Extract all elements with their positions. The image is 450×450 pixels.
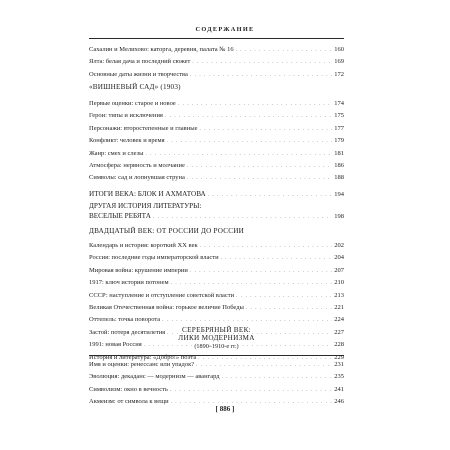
page-title: СОДЕРЖАНИЕ	[195, 26, 255, 33]
section-heading: ДВАДЦАТЫЙ ВЕК: ОТ РОССИИ ДО РОССИИ	[89, 227, 245, 235]
toc-entry-page: 231	[334, 361, 344, 368]
toc-entry	[89, 240, 344, 252]
toc-entry-title: Атмосфера: нервность и молчание	[89, 161, 185, 169]
toc-entry-page: 207	[334, 266, 344, 274]
toc-entry	[89, 123, 344, 135]
toc-entry-page: 224	[334, 316, 344, 324]
toc-entry	[89, 384, 344, 396]
toc-entry-title: Жанр: смех и слезы	[89, 149, 144, 157]
silver-age-heading	[89, 326, 344, 351]
toc-entry-page: 177	[334, 124, 344, 132]
toc-entry	[89, 110, 344, 122]
toc-entry	[89, 252, 344, 264]
dot-leader	[208, 190, 333, 201]
toc-entry	[89, 314, 344, 326]
toc-entry-page: 181	[334, 149, 344, 157]
section-heading-line: ДРУГАЯ ИСТОРИЯ ЛИТЕРАТУРЫ:	[89, 202, 202, 210]
toc-section-silver-age	[89, 359, 344, 409]
toc-entry-title: Мировая война: крушение империи	[89, 266, 188, 274]
toc-entry	[89, 172, 344, 184]
header-rule	[89, 38, 344, 39]
toc-entry-page: 229	[334, 353, 344, 361]
toc-entry-title: История и литература: «Добро!» поэта	[89, 353, 197, 361]
dot-leader	[187, 173, 332, 185]
toc-entry	[89, 359, 344, 371]
toc-entry-title: Герои: типы и исключения	[89, 112, 163, 120]
toc-entry	[89, 302, 344, 314]
toc-entry	[89, 98, 344, 110]
toc-entry-title: СССР: наступление и отступление советской власти	[89, 291, 235, 299]
toc-block-chekhov	[89, 44, 344, 81]
toc-entry-title: Застой: потеря десятилетия	[89, 328, 166, 336]
toc-entry	[89, 56, 344, 68]
toc-entry-title: Россия: последние годы императорской власти	[89, 254, 219, 262]
toc-entry	[89, 148, 344, 160]
toc-entry	[89, 265, 344, 277]
toc-entry-page: 213	[334, 291, 344, 299]
toc-entry-title: 1917: ключ истории потонем	[89, 279, 169, 287]
toc-entry-title: Календарь и история: короткий XX век	[89, 242, 198, 249]
toc-entry-page: 194	[334, 191, 344, 198]
dot-leader	[190, 70, 332, 82]
toc-entry	[89, 135, 344, 147]
toc-entry	[89, 211, 344, 221]
toc-entry-page: 172	[334, 70, 344, 78]
toc-entry-title: ВЕСЕЛЫЕ РЕБЯТА	[89, 212, 151, 220]
toc-entry-title: Персонажи: второстепенные и главные	[89, 124, 198, 132]
toc-entry-page: 204	[334, 254, 344, 262]
toc-entry-title: Конфликт: человек и время	[89, 137, 165, 145]
toc-entry-title: Символы: сад и лопнувшая струна	[89, 174, 185, 182]
toc-entry-title: Первые оценки: старое и новое	[89, 100, 176, 107]
toc-section-itogi	[89, 189, 344, 200]
toc-entry-page: 202	[334, 242, 344, 249]
silver-age-heading-line: СЕРЕБРЯНЫЙ ВЕК:	[182, 326, 251, 334]
section-heading: «ВИШНЕВЫЙ САД» (1903)	[89, 83, 181, 91]
toc-entry-page: 198	[334, 213, 344, 220]
toc-entry	[89, 189, 344, 200]
toc-entry	[89, 290, 344, 302]
toc-entry-title: Сахалин и Мелихово: каторга, деревня, палата № 16	[89, 46, 234, 53]
silver-age-heading-line: ЛИКИ МОДЕРНИЗМА	[178, 334, 255, 343]
page-number: [ 886 ]	[215, 405, 235, 413]
toc-entry	[89, 160, 344, 172]
toc-entry-title: ИТОГИ ВЕКА: БЛОК И АХМАТОВА	[89, 190, 206, 198]
toc-entry-page: 228	[334, 341, 344, 349]
toc-section-other-history	[89, 202, 344, 221]
toc-entry-title: Акмеизм: от символа к вещи	[89, 398, 169, 406]
toc-entry-page: 188	[334, 174, 344, 182]
toc-entry-title: Оттепель: точка поворота	[89, 316, 161, 324]
toc-entry	[89, 371, 344, 383]
toc-entry	[89, 277, 344, 289]
silver-age-rule	[89, 355, 344, 356]
toc-entry-page: 227	[334, 328, 344, 336]
toc-entry-page: 169	[334, 58, 344, 66]
toc-entry-page: 241	[334, 385, 344, 393]
toc-entry-title: 1991: новая Россия	[89, 341, 142, 349]
toc-entry-page: 179	[334, 137, 344, 145]
toc-entry-page: 235	[334, 373, 344, 381]
toc-entry-page: 246	[334, 398, 344, 406]
toc-entry-title: Эволюция: декаданс — модернизм — авангард	[89, 373, 220, 381]
toc-entry	[89, 44, 344, 56]
toc-entry-title: Имя и оценки: ренессанс или упадок?	[89, 361, 195, 368]
toc-entry-page: 175	[334, 112, 344, 120]
dot-leader	[153, 213, 332, 223]
toc-entry-title: Ялта: белая дача и последний сюжет	[89, 58, 191, 66]
toc-entry-page: 186	[334, 161, 344, 169]
toc-section-cherry-orchard	[89, 82, 344, 185]
silver-age-dates: (1890–1910-е гг.)	[194, 342, 239, 350]
toc-entry-page: 221	[334, 303, 344, 311]
toc-entry-title: Символизм: окно в вечность	[89, 385, 168, 393]
toc-entry-page: 160	[334, 46, 344, 53]
toc-entry-title: Основные даты жизни и творчества	[89, 70, 188, 78]
toc-entry	[89, 69, 344, 81]
toc-entry-title: Великая Отечественная война: горькое величие Победы	[89, 303, 244, 311]
toc-entry-page: 210	[334, 279, 344, 287]
toc-entry-page: 174	[334, 100, 344, 107]
